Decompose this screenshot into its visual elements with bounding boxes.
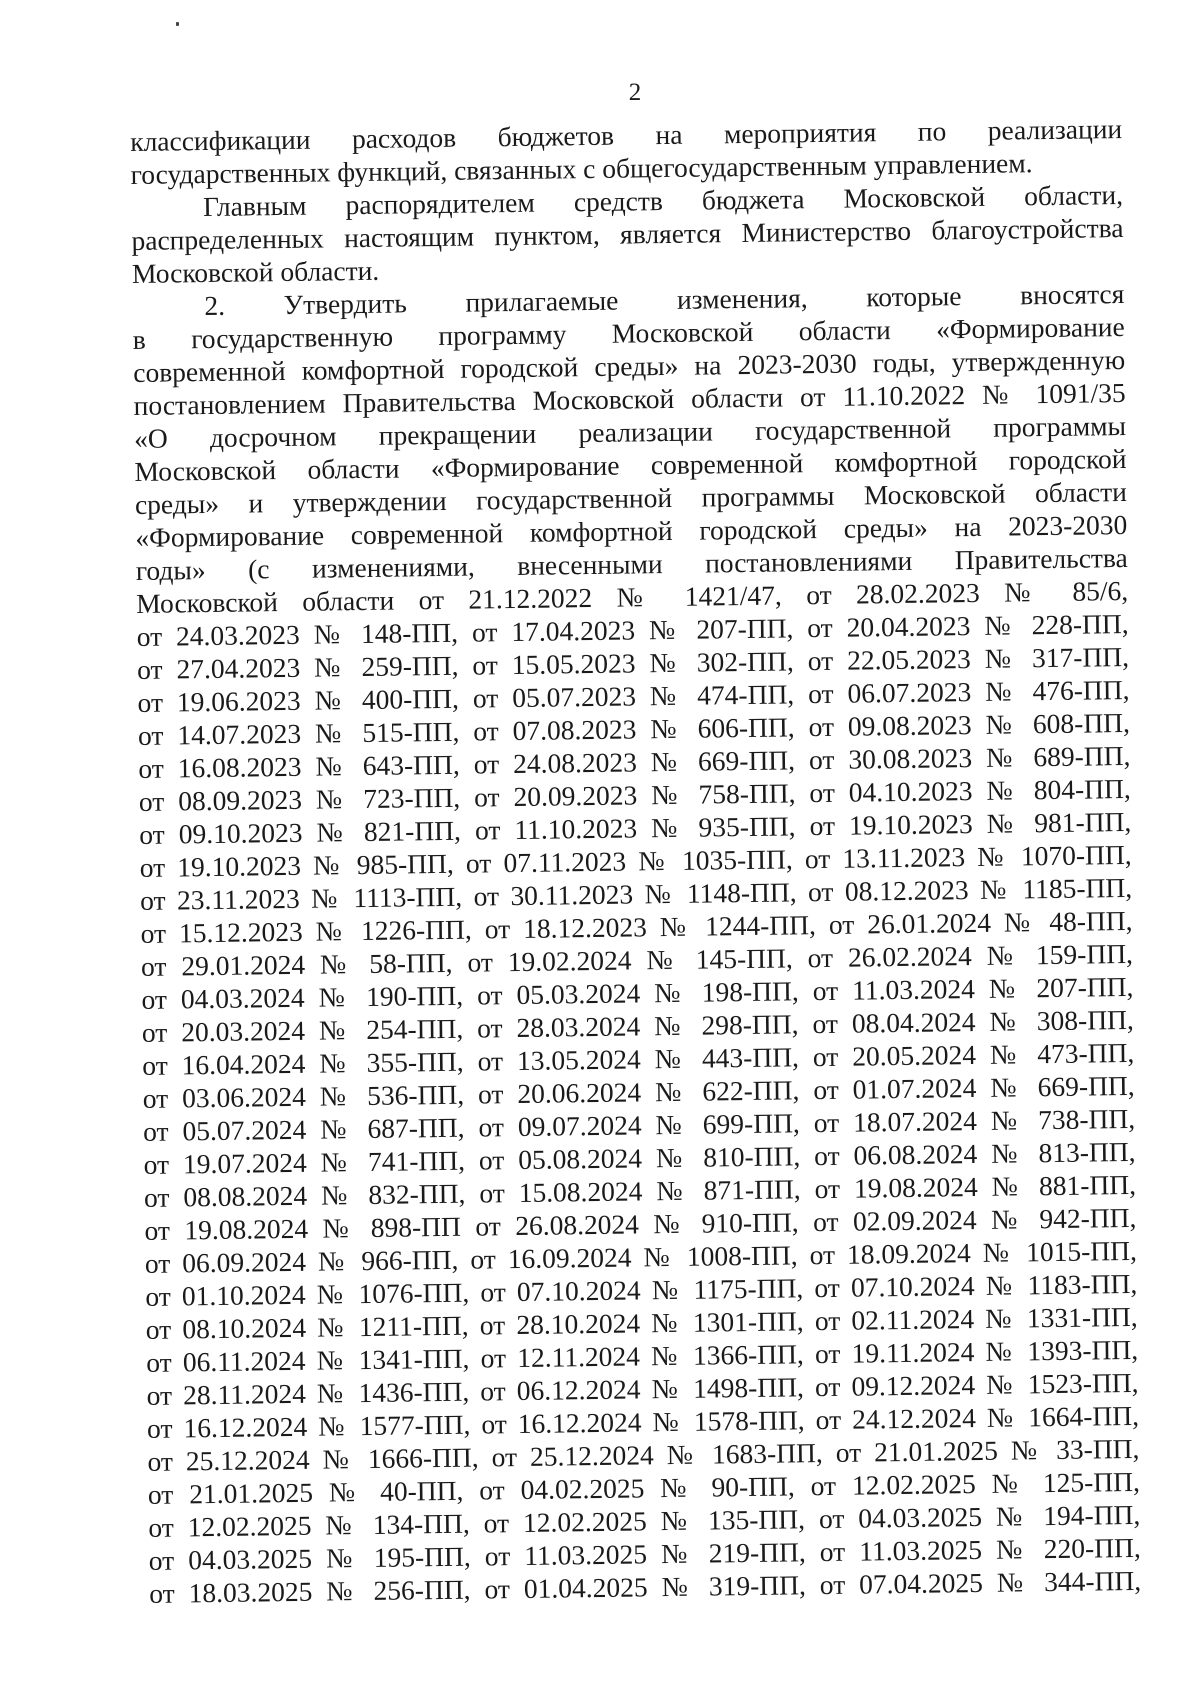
text-line: от 19.07.2024 № 741-ПП, от 05.08.2024 № 810-ПП, от 06.08.2024 № 813-ПП, [143, 1135, 1136, 1180]
text-line: современной комфортной городской среды» на 2023-2030 годы, утвержденную [133, 343, 1126, 388]
text-line: Московской области «Формирование современной комфортной городской [134, 442, 1127, 487]
text-line: от 15.12.2023 № 1226-ПП, от 18.12.2023 № 1244-ПП, от 26.01.2024 № 48-ПП, [140, 904, 1133, 949]
text-line: постановлением Правительства Московской области от 11.10.2022 № 1091/35 [133, 376, 1126, 421]
text-line: от 19.10.2023 № 985-ПП, от 07.11.2023 № 1035-ПП, от 13.11.2023 № 1070-ПП, [139, 838, 1132, 883]
text-line: от 05.07.2024 № 687-ПП, от 09.07.2024 № 699-ПП, от 18.07.2024 № 738-ПП, [142, 1102, 1136, 1147]
text-line: от 03.06.2024 № 536-ПП, от 20.06.2024 № 622-ПП, от 01.07.2024 № 669-ПП, [142, 1069, 1135, 1114]
text-line: от 21.01.2025 № 40-ПП, от 04.02.2025 № 90-ПП, от 12.02.2025 № 125-ПП, [147, 1465, 1141, 1510]
text-line: от 16.08.2023 № 643-ПП, от 24.08.2023 № 669-ПП, от 30.08.2023 № 689-ПП, [138, 739, 1131, 784]
text-line: классификации расходов бюджетов на мероприятия по реализации [130, 113, 1123, 157]
text-line: от 18.03.2025 № 256-ПП, от 01.04.2025 № 319-ПП, от 07.04.2025 № 344-ПП, [149, 1564, 1142, 1609]
text-line: от 04.03.2025 № 195-ПП, от 11.03.2025 № 219-ПП, от 11.03.2025 № 220-ПП, [148, 1531, 1141, 1576]
text-line: от 25.12.2024 № 1666-ПП, от 25.12.2024 № 1683-ПП, от 21.01.2025 № 33-ПП, [147, 1432, 1140, 1477]
text-line: от 16.12.2024 № 1577-ПП, от 16.12.2024 № 1578-ПП, от 24.12.2024 № 1664-ПП, [146, 1399, 1140, 1444]
text-line: от 27.04.2023 № 259-ПП, от 15.05.2023 № 302-ПП, от 22.05.2023 № 317-ПП, [136, 640, 1130, 685]
text-line: от 23.11.2023 № 1113-ПП, от 30.11.2023 № 1148-ПП, от 08.12.2023 № 1185-ПП, [139, 871, 1133, 916]
text-line: государственных функций, связанных с общегосударственным управлением. [130, 147, 1033, 190]
body-text [130, 112, 1141, 1610]
text-line: от 04.03.2024 № 190-ПП, от 05.03.2024 № 198-ПП, от 11.03.2024 № 207-ПП, [141, 970, 1134, 1015]
scan-speck [176, 22, 179, 26]
text-line: от 14.07.2023 № 515-ПП, от 07.08.2023 № 606-ПП, от 09.08.2023 № 608-ПП, [137, 706, 1131, 751]
text-line: распределенных настоящим пунктом, является Министерство благоустройства [131, 212, 1124, 256]
text-line: от 19.06.2023 № 400-ПП, от 05.07.2023 № 474-ПП, от 06.07.2023 № 476-ПП, [137, 673, 1130, 718]
text-line: от 24.03.2023 № 148-ПП, от 17.04.2023 № 207-ПП, от 20.04.2023 № 228-ПП, [136, 607, 1129, 652]
text-line: среды» и утверждении государственной программы Московской области [134, 475, 1128, 520]
text-line: «О досрочном прекращении реализации государственной программы [133, 409, 1127, 454]
text-line: от 06.11.2024 № 1341-ПП, от 12.11.2024 № 1366-ПП, от 19.11.2024 № 1393-ПП, [145, 1333, 1139, 1378]
text-line: от 09.10.2023 № 821-ПП, от 11.10.2023 № 935-ПП, от 19.10.2023 № 981-ПП, [139, 805, 1132, 850]
text-line: от 08.09.2023 № 723-ПП, от 20.09.2023 № 758-ПП, от 04.10.2023 № 804-ПП, [138, 772, 1131, 817]
text-line: 2. Утвердить прилагаемые изменения, которые вносятся [204, 278, 1125, 322]
text-line: в государственную программу Московской области «Формирование [132, 310, 1125, 355]
page-number: 2 [628, 79, 642, 106]
text-line: «Формирование современной комфортной городской среды» на 2023-2030 [135, 508, 1128, 553]
text-line: от 20.03.2024 № 254-ПП, от 28.03.2024 № 298-ПП, от 08.04.2024 № 308-ПП, [141, 1003, 1134, 1048]
text-line: годы» (с изменениями, внесенными постановлениями Правительства [135, 541, 1128, 586]
text-line: Главным распорядителем средств бюджета Московской области, [202, 179, 1124, 223]
text-line: от 08.08.2024 № 832-ПП, от 15.08.2024 № 871-ПП, от 19.08.2024 № 881-ПП, [143, 1168, 1137, 1213]
text-line: от 12.02.2025 № 134-ПП, от 12.02.2025 № 135-ПП, от 04.03.2025 № 194-ПП, [148, 1498, 1141, 1543]
text-line: от 08.10.2024 № 1211-ПП, от 28.10.2024 № 1301-ПП, от 02.11.2024 № 1331-ПП, [145, 1300, 1138, 1345]
text-line: от 28.11.2024 № 1436-ПП, от 06.12.2024 № 1498-ПП, от 09.12.2024 № 1523-ПП, [146, 1366, 1139, 1411]
text-line: от 29.01.2024 № 58-ПП, от 19.02.2024 № 145-ПП, от 26.02.2024 № 159-ПП, [140, 937, 1134, 982]
text-line: Московской области от 21.12.2022 № 1421/47, от 28.02.2023 № 85/6, [136, 574, 1129, 619]
text-line: от 01.10.2024 № 1076-ПП, от 07.10.2024 № 1175-ПП, от 07.10.2024 № 1183-ПП, [145, 1267, 1138, 1312]
text-line: от 16.04.2024 № 355-ПП, от 13.05.2024 № 443-ПП, от 20.05.2024 № 473-ПП, [142, 1036, 1135, 1081]
text-line: от 19.08.2024 № 898-ПП от 26.08.2024 № 910-ПП, от 02.09.2024 № 942-ПП, [144, 1201, 1137, 1246]
text-line: Московской области. [131, 254, 380, 289]
text-line: от 06.09.2024 № 966-ПП, от 16.09.2024 № 1008-ПП, от 18.09.2024 № 1015-ПП, [144, 1234, 1138, 1279]
